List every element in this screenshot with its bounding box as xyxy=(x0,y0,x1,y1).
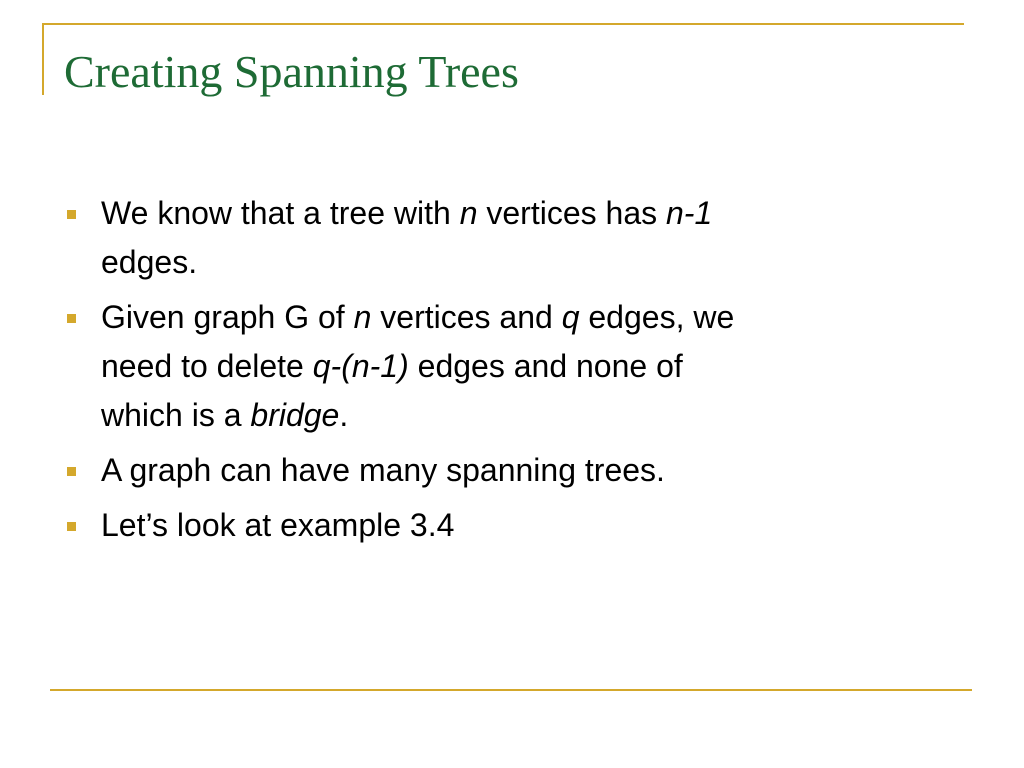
slide-title: Creating Spanning Trees xyxy=(64,46,519,97)
italic-text: n xyxy=(459,195,478,231)
square-bullet-icon xyxy=(67,522,76,531)
bullet-text: which is a xyxy=(101,397,251,433)
left-rule xyxy=(42,23,44,95)
bottom-rule xyxy=(50,689,972,691)
bullet-text: Given graph G of xyxy=(101,299,354,335)
bullet-line xyxy=(101,238,963,287)
bullet-text: Let’s look at example 3.4 xyxy=(101,507,455,543)
bullet-item xyxy=(63,446,963,495)
bullet-item xyxy=(63,501,963,550)
bullet-text: vertices and xyxy=(371,299,562,335)
bullet-text: edges, we xyxy=(579,299,735,335)
bullet-line xyxy=(101,446,963,495)
italic-text: n xyxy=(353,299,372,335)
bullet-line xyxy=(101,501,963,550)
bullet-text: vertices has xyxy=(477,195,666,231)
bullet-line xyxy=(101,342,963,391)
bullet-text: edges. xyxy=(101,244,198,280)
italic-text: q-(n-1) xyxy=(312,348,409,384)
bullet-list xyxy=(63,189,963,556)
bullet-item xyxy=(63,189,963,287)
square-bullet-icon xyxy=(67,467,76,476)
square-bullet-icon xyxy=(67,314,76,323)
top-rule xyxy=(42,23,964,25)
italic-text: n-1 xyxy=(666,195,713,231)
bullet-text: . xyxy=(339,397,349,433)
bullet-text: We know that a tree with xyxy=(101,195,460,231)
bullet-text: need to delete xyxy=(101,348,313,384)
bullet-item xyxy=(63,293,963,440)
italic-text: q xyxy=(561,299,580,335)
italic-text: bridge xyxy=(250,397,340,433)
bullet-line xyxy=(101,293,963,342)
bullet-line xyxy=(101,189,963,238)
bullet-text: A graph can have many spanning trees. xyxy=(101,452,665,488)
bullet-text: edges and none of xyxy=(408,348,683,384)
square-bullet-icon xyxy=(67,210,76,219)
bullet-line xyxy=(101,391,963,440)
